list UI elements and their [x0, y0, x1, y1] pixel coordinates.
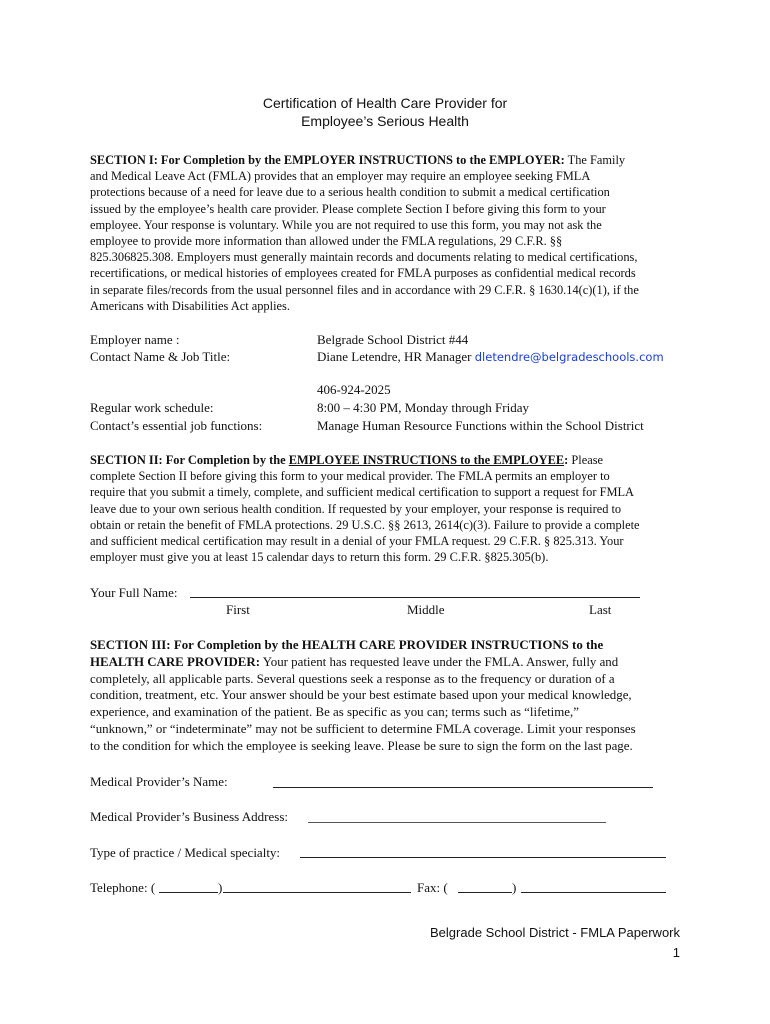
- section-2-line: Please: [568, 453, 604, 467]
- job-functions-value: Manage Human Resource Functions within the School District: [317, 418, 644, 433]
- telephone-label: Telephone: (: [90, 880, 156, 895]
- section-3-line: to the condition for which the employee is seeking leave. Please be sure to sign the form on the last page.: [90, 738, 633, 753]
- section-2-heading-text: SECTION II: For Completion by the: [90, 453, 289, 467]
- section-3-heading-line-2: HEALTH CARE PROVIDER:: [90, 654, 260, 669]
- section-1-line: employee to provide more information than allowed under the FMLA regulations, 29 C.F.R. §§: [90, 234, 563, 249]
- section-1-line: protections because of a need for leave due to a serious health condition to submit a medical certification: [90, 185, 610, 200]
- section-1-heading: SECTION I: For Completion by the EMPLOYER INSTRUCTIONS to the EMPLOYER:: [90, 153, 565, 167]
- form-title-line-1: Certification of Health Care Provider for: [262, 95, 508, 111]
- contact-name-label: Contact Name & Job Title:: [90, 349, 231, 364]
- section-1-line: recertifications, or medical histories of employees created for FMLA purposes as confidential medical records: [90, 266, 636, 281]
- section-1-line: employee. Your response is voluntary. While you are not required to use this form, you may not ask the: [90, 217, 602, 232]
- work-schedule-label: Regular work schedule:: [90, 400, 214, 415]
- section-3-instructions: [90, 637, 682, 755]
- practice-specialty-label: Type of practice / Medical specialty:: [90, 845, 281, 860]
- telephone-paren-close: ): [218, 880, 223, 895]
- employer-name-value: Belgrade School District #44: [317, 332, 469, 347]
- section-3-line: Your patient has requested leave under the FMLA. Answer, fully and: [260, 654, 619, 669]
- telephone-number-field[interactable]: [223, 892, 411, 893]
- contact-email-link[interactable]: dletendre@belgradeschools.com: [474, 350, 664, 364]
- section-1-line: in separate files/records from the usual personnel files and in accordance with 29 C.F.R. § 1630.14(c)(1), if the: [90, 282, 639, 297]
- job-functions-label: Contact’s essential job functions:: [90, 418, 263, 433]
- telephone-area-code-field[interactable]: [159, 892, 218, 893]
- contact-name-text: Diane Letendre, HR Manager: [317, 349, 475, 364]
- provider-name-label: Medical Provider’s Name:: [90, 774, 228, 789]
- section-2-heading-colon: :: [564, 453, 569, 467]
- section-3-line: “unknown,” or “indeterminate” may not be sufficient to determine FMLA coverage. Limit your responses: [90, 721, 636, 736]
- section-1-line: issued by the employee’s health care provider. Please complete Section I before giving this form to your: [90, 201, 606, 216]
- practice-specialty-field[interactable]: [300, 857, 666, 858]
- fax-paren-close: ): [512, 880, 517, 895]
- section-1-line: 825.306825.308. Employers must generally maintain records and documents relating to medical certifications,: [90, 250, 638, 265]
- section-2-line: require that you submit a timely, complete, and sufficient medical certification to support a request for FMLA: [90, 485, 635, 500]
- section-2-line: complete Section II before giving this form to your medical provider. The FMLA permits an employer to: [90, 469, 610, 484]
- section-1-line: Americans with Disabilities Act applies.: [90, 298, 290, 313]
- contact-phone: 406-924-2025: [317, 382, 391, 397]
- section-1-line: The Family: [564, 153, 626, 167]
- fax-number-field[interactable]: [521, 892, 666, 893]
- footer-text: Belgrade School District - FMLA Paperwork: [430, 925, 680, 940]
- last-name-caption: Last: [589, 602, 612, 617]
- provider-address-field[interactable]: [308, 822, 606, 823]
- section-2-line: leave due to your own serious health condition. If requested by your employer, your response is required to: [90, 501, 622, 516]
- section-2-line: and sufficient medical certification may result in a denial of your FMLA request. 29 C.F.R. § 825.313. Your: [90, 534, 624, 549]
- middle-name-caption: Middle: [407, 602, 445, 617]
- employer-name-label: Employer name :: [90, 332, 180, 347]
- section-2-line: obtain or retain the benefit of FMLA protections. 29 U.S.C. §§ 2613, 2614(c)(3). Failure to provide a complete: [90, 517, 640, 532]
- work-schedule-value: 8:00 – 4:30 PM, Monday through Friday: [317, 400, 529, 415]
- section-3-heading-line-1: SECTION III: For Completion by the HEALTH CARE PROVIDER INSTRUCTIONS to the: [90, 638, 604, 652]
- page-number: 1: [672, 945, 680, 960]
- fax-label: Fax: (: [417, 880, 448, 895]
- section-2-line: employer must give you at least 15 calendar days to return this form. 29 C.F.R. §825.305(b).: [90, 550, 549, 565]
- contact-name-value: [317, 348, 664, 366]
- section-1-instructions: [90, 152, 682, 314]
- full-name-field[interactable]: [190, 597, 640, 598]
- section-3-line: completely, all applicable parts. Several questions seek a response as to the frequency or duration of a: [90, 671, 615, 686]
- section-2-instructions: [90, 452, 682, 565]
- fax-area-code-field[interactable]: [458, 892, 512, 893]
- section-3-line: experience, and examination of the patient. Be as specific as you can; terms such as “lifetime,”: [90, 705, 579, 720]
- section-3-line: condition, treatment, etc. Your answer should be your best estimate based upon your medical knowledge,: [90, 688, 632, 703]
- section-1-line: and Medical Leave Act (FMLA) provides that an employer may require an employee seeking FMLA: [90, 169, 591, 184]
- full-name-label: Your Full Name:: [90, 585, 178, 600]
- section-2-heading: [90, 453, 568, 467]
- form-title-line-2: Employee’s Serious Health: [301, 113, 469, 129]
- provider-name-field[interactable]: [273, 787, 653, 788]
- provider-address-label: Medical Provider’s Business Address:: [90, 809, 288, 824]
- first-name-caption: First: [226, 602, 250, 617]
- section-2-heading-underlined: EMPLOYEE INSTRUCTIONS to the EMPLOYEE: [288, 453, 565, 467]
